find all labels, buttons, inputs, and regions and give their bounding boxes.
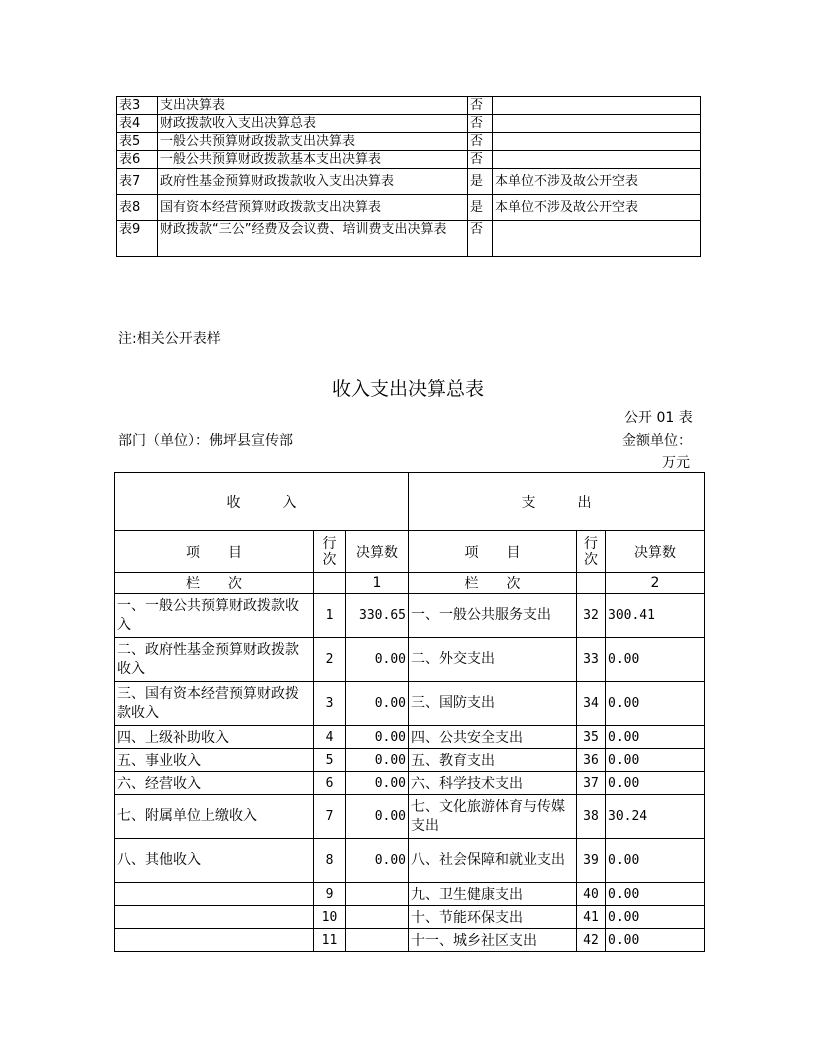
table-row bbox=[115, 883, 705, 906]
table-name: 政府性基金预算财政拨款收入支出决算表 bbox=[158, 169, 468, 195]
expense-amount: 0.00 bbox=[606, 929, 705, 952]
table-row bbox=[115, 726, 705, 749]
table-name: 一般公共预算财政拨款基本支出决算表 bbox=[158, 151, 468, 169]
table-row bbox=[115, 594, 705, 638]
income-amount-header: 决算数 bbox=[346, 531, 409, 573]
table-row bbox=[115, 795, 705, 839]
table-row bbox=[115, 772, 705, 795]
income-line-no: 9 bbox=[314, 883, 346, 906]
income-expense-table bbox=[114, 472, 705, 952]
table-number: 表9 bbox=[117, 221, 158, 257]
expense-item: 十一、城乡社区支出 bbox=[409, 929, 577, 952]
list-row bbox=[117, 133, 701, 151]
expense-item: 七、文化旅游体育与传媒支出 bbox=[409, 795, 577, 839]
table-number: 表8 bbox=[117, 195, 158, 221]
disclosed-flag: 是 bbox=[468, 169, 493, 195]
income-lanci-empty bbox=[314, 573, 346, 594]
expense-line-header: 行次 bbox=[577, 531, 606, 573]
income-amount: 330.65 bbox=[346, 594, 409, 638]
disclosed-flag: 是 bbox=[468, 195, 493, 221]
remark: 本单位不涉及故公开空表 bbox=[493, 195, 701, 221]
unit-value: 万元 bbox=[662, 455, 690, 471]
income-item: 八、其他收入 bbox=[115, 839, 314, 883]
income-amount bbox=[346, 883, 409, 906]
expense-item: 二、外交支出 bbox=[409, 638, 577, 682]
expense-item: 六、科学技术支出 bbox=[409, 772, 577, 795]
income-lanci-label: 栏 次 bbox=[115, 573, 314, 594]
expense-amount: 0.00 bbox=[606, 906, 705, 929]
list-row bbox=[117, 195, 701, 221]
remark bbox=[493, 97, 701, 115]
income-amount: 0.00 bbox=[346, 638, 409, 682]
income-item bbox=[115, 883, 314, 906]
remark: 本单位不涉及故公开空表 bbox=[493, 169, 701, 195]
list-row bbox=[117, 115, 701, 133]
income-amount: 0.00 bbox=[346, 772, 409, 795]
list-row bbox=[117, 151, 701, 169]
expense-line-no: 34 bbox=[577, 682, 606, 726]
expense-line-no: 40 bbox=[577, 883, 606, 906]
page-title: 收入支出决算总表 bbox=[331, 378, 484, 400]
income-amount: 0.00 bbox=[346, 682, 409, 726]
expense-line-no: 37 bbox=[577, 772, 606, 795]
income-item: 三、国有资本经营预算财政拨款收入 bbox=[115, 682, 314, 726]
income-amount: 0.00 bbox=[346, 749, 409, 772]
expense-amount: 0.00 bbox=[606, 883, 705, 906]
income-item: 六、经营收入 bbox=[115, 772, 314, 795]
income-amount: 0.00 bbox=[346, 839, 409, 883]
list-row bbox=[117, 169, 701, 195]
expense-line-no: 41 bbox=[577, 906, 606, 929]
expense-header: 支 出 bbox=[409, 473, 705, 531]
table-name: 财政拨款“三公”经费及会议费、培训费支出决算表 bbox=[158, 221, 468, 257]
table-row bbox=[115, 929, 705, 952]
income-item: 二、政府性基金预算财政拨款收入 bbox=[115, 638, 314, 682]
table-number: 表5 bbox=[117, 133, 158, 151]
income-header: 收 入 bbox=[115, 473, 409, 531]
expense-line-no: 42 bbox=[577, 929, 606, 952]
expense-amount: 300.41 bbox=[606, 594, 705, 638]
remark bbox=[493, 221, 701, 257]
remark bbox=[493, 115, 701, 133]
income-item: 一、一般公共预算财政拨款收入 bbox=[115, 594, 314, 638]
income-line-no: 5 bbox=[314, 749, 346, 772]
disclosed-flag: 否 bbox=[468, 151, 493, 169]
table-name: 国有资本经营预算财政拨款支出决算表 bbox=[158, 195, 468, 221]
expense-amount: 0.00 bbox=[606, 682, 705, 726]
expense-item: 一、一般公共服务支出 bbox=[409, 594, 577, 638]
income-item-header: 项 目 bbox=[115, 531, 314, 573]
department-label: 部门（单位）：佛坪县宣传部 bbox=[118, 433, 293, 449]
income-line-header: 行次 bbox=[314, 531, 346, 573]
expense-lanci-label: 栏 次 bbox=[409, 573, 577, 594]
income-item: 四、上级补助收入 bbox=[115, 726, 314, 749]
remark bbox=[493, 151, 701, 169]
income-amount: 0.00 bbox=[346, 795, 409, 839]
list-row bbox=[117, 97, 701, 115]
income-item bbox=[115, 906, 314, 929]
table-name: 支出决算表 bbox=[158, 97, 468, 115]
expense-amount: 0.00 bbox=[606, 749, 705, 772]
disclosed-flag: 否 bbox=[468, 133, 493, 151]
income-item: 五、事业收入 bbox=[115, 749, 314, 772]
disclosed-flag: 否 bbox=[468, 97, 493, 115]
income-amount bbox=[346, 906, 409, 929]
table-row bbox=[115, 839, 705, 883]
income-line-no: 8 bbox=[314, 839, 346, 883]
income-line-no: 11 bbox=[314, 929, 346, 952]
expense-amount: 0.00 bbox=[606, 638, 705, 682]
note-text: 注:相关公开表样 bbox=[118, 331, 221, 347]
expense-item: 九、卫生健康支出 bbox=[409, 883, 577, 906]
expense-line-no: 32 bbox=[577, 594, 606, 638]
income-item bbox=[115, 929, 314, 952]
expense-line-no: 33 bbox=[577, 638, 606, 682]
remark bbox=[493, 133, 701, 151]
expense-amount: 30.24 bbox=[606, 795, 705, 839]
table-row bbox=[115, 682, 705, 726]
table-row bbox=[115, 906, 705, 929]
income-col-number: 1 bbox=[346, 573, 409, 594]
disclosed-flag: 否 bbox=[468, 115, 493, 133]
table-row bbox=[115, 638, 705, 682]
expense-line-no: 38 bbox=[577, 795, 606, 839]
income-line-no: 4 bbox=[314, 726, 346, 749]
income-item: 七、附属单位上缴收入 bbox=[115, 795, 314, 839]
list-row bbox=[117, 221, 701, 257]
expense-line-no: 36 bbox=[577, 749, 606, 772]
expense-item: 八、社会保障和就业支出 bbox=[409, 839, 577, 883]
table-number: 表3 bbox=[117, 97, 158, 115]
table-name: 财政拨款收入支出决算总表 bbox=[158, 115, 468, 133]
disclosure-list-table bbox=[116, 96, 701, 257]
income-line-no: 1 bbox=[314, 594, 346, 638]
table-number: 表6 bbox=[117, 151, 158, 169]
expense-amount: 0.00 bbox=[606, 772, 705, 795]
expense-item-header: 项 目 bbox=[409, 531, 577, 573]
expense-lanci-empty bbox=[577, 573, 606, 594]
income-amount: 0.00 bbox=[346, 726, 409, 749]
disclosed-flag: 否 bbox=[468, 221, 493, 257]
expense-amount: 0.00 bbox=[606, 726, 705, 749]
unit-label: 金额单位： bbox=[622, 433, 692, 449]
table-row bbox=[115, 749, 705, 772]
expense-line-no: 35 bbox=[577, 726, 606, 749]
income-line-no: 10 bbox=[314, 906, 346, 929]
income-line-no: 3 bbox=[314, 682, 346, 726]
expense-amount: 0.00 bbox=[606, 839, 705, 883]
expense-col-number: 2 bbox=[606, 573, 705, 594]
expense-item: 十、节能环保支出 bbox=[409, 906, 577, 929]
income-line-no: 7 bbox=[314, 795, 346, 839]
income-line-no: 2 bbox=[314, 638, 346, 682]
income-line-no: 6 bbox=[314, 772, 346, 795]
expense-item: 四、公共安全支出 bbox=[409, 726, 577, 749]
table-number: 表4 bbox=[117, 115, 158, 133]
form-number: 公开 01 表 bbox=[624, 410, 693, 426]
table-number: 表7 bbox=[117, 169, 158, 195]
expense-item: 五、教育支出 bbox=[409, 749, 577, 772]
expense-amount-header: 决算数 bbox=[606, 531, 705, 573]
expense-item: 三、国防支出 bbox=[409, 682, 577, 726]
expense-line-no: 39 bbox=[577, 839, 606, 883]
table-name: 一般公共预算财政拨款支出决算表 bbox=[158, 133, 468, 151]
income-amount bbox=[346, 929, 409, 952]
